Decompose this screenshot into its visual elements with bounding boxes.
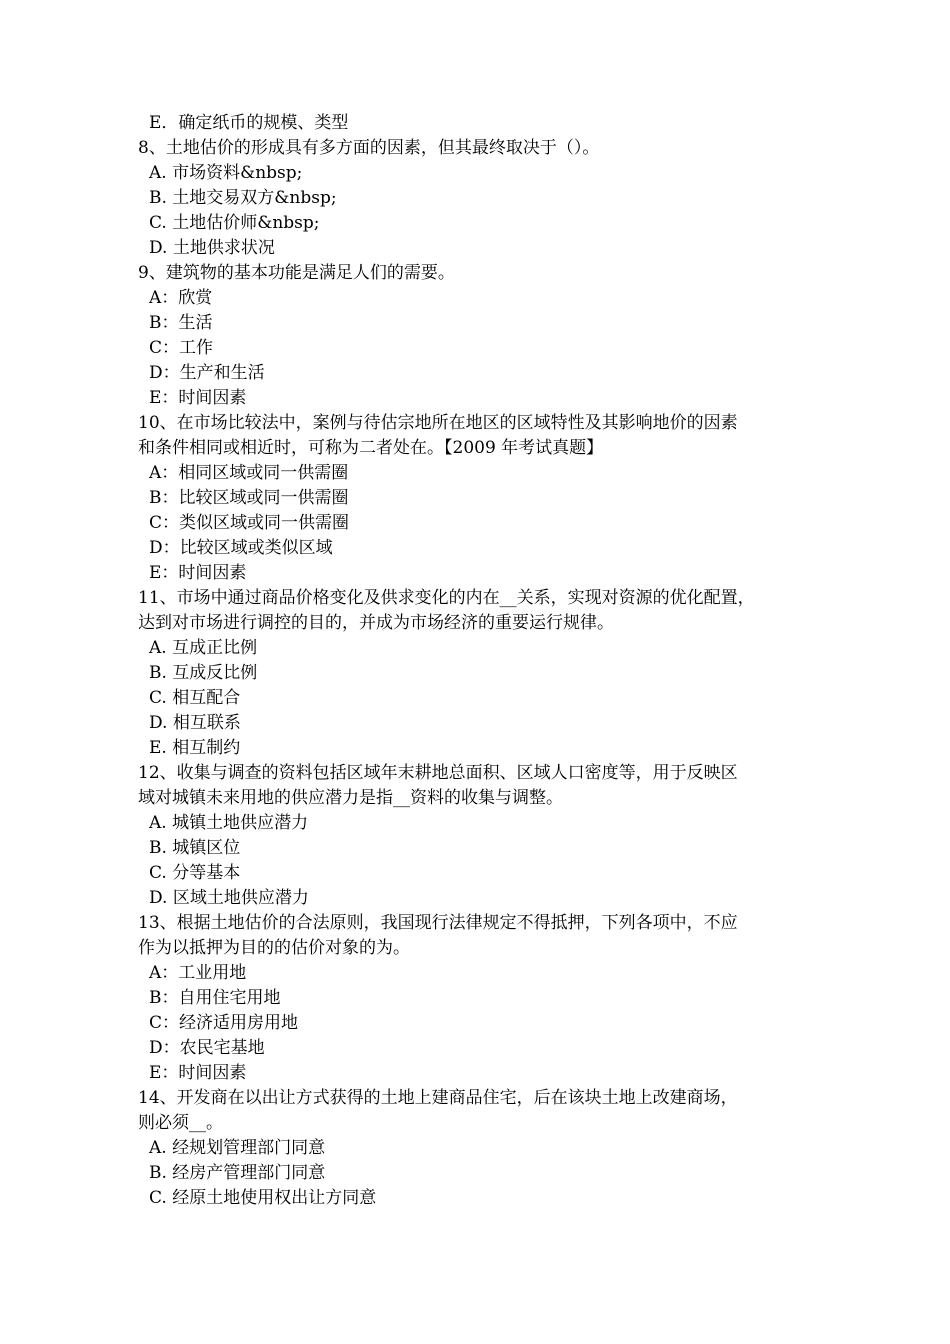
answer-option: D. 相互联系 [149,713,241,733]
document-body [138,111,822,1211]
answer-option: A. 经规划管理部门同意 [149,1138,326,1158]
answer-option: C：类似区域或同一供需圈 [149,513,350,533]
answer-option: B：生活 [149,313,213,333]
question-text-line: 域对城镇未来用地的供应潜力是指__资料的收集与调整。 [138,788,563,808]
answer-option: E：时间因素 [149,1063,247,1083]
question-text-line: 10、在市场比较法中，案例与待估宗地所在地区的区域特性及其影响地价的因素 [138,413,738,433]
answer-option: C. 经原土地使用权出让方同意 [149,1188,377,1208]
answer-option: A. 市场资料&nbsp; [149,163,303,183]
question-text-line: 14、开发商在以出让方式获得的土地上建商品住宅，后在该块土地上改建商场， [138,1088,738,1108]
answer-option: E：时间因素 [149,563,247,583]
question-text-line: 和条件相同或相近时，可称为二者处在。【2009 年考试真题】 [138,438,604,458]
question-text-line: 11、市场中通过商品价格变化及供求变化的内在__关系，实现对资源的优化配置， [138,588,755,608]
answer-option: D：生产和生活 [149,363,265,383]
answer-option: A：欣赏 [149,288,213,308]
answer-option: E. 相互制约 [149,738,241,758]
question-text-line: 则必须__。 [138,1113,223,1133]
question-text-line: 8、土地估价的形成具有多方面的因素，但其最终取决于（）。 [138,138,600,158]
answer-option: A：工业用地 [149,963,247,983]
answer-option: C：工作 [149,338,214,358]
answer-option: E：时间因素 [149,388,247,408]
answer-option: C. 土地估价师&nbsp; [149,213,320,233]
answer-option: B：比较区域或同一供需圈 [149,488,349,508]
question-text-line: 9、建筑物的基本功能是满足人们的需要。 [138,263,455,283]
answer-option: D：比较区域或类似区域 [149,538,333,558]
answer-option: A. 互成正比例 [149,638,258,658]
answer-option: C. 相互配合 [149,688,241,708]
answer-option: B. 土地交易双方&nbsp; [149,188,337,208]
answer-option: B. 城镇区位 [149,838,241,858]
answer-option: D. 区域土地供应潜力 [149,888,309,908]
answer-option: B：自用住宅用地 [149,988,281,1008]
answer-option: B. 经房产管理部门同意 [149,1163,326,1183]
answer-option: E．确定纸币的规模、类型 [149,113,349,133]
question-text-line: 13、根据土地估价的合法原则，我国现行法律规定不得抵押，下列各项中，不应 [138,913,738,933]
answer-option: B. 互成反比例 [149,663,258,683]
answer-option: A. 城镇土地供应潜力 [149,813,309,833]
answer-option: D. 土地供求状况 [149,238,275,258]
question-text-line: 12、收集与调查的资料包括区域年末耕地总面积、区域人口密度等，用于反映区 [138,763,738,783]
answer-option: C. 分等基本 [149,863,241,883]
answer-option: C：经济适用房用地 [149,1013,299,1033]
answer-option: A：相同区域或同一供需圈 [149,463,349,483]
question-text-line: 达到对市场进行调控的目的，并成为市场经济的重要运行规律。 [138,613,614,633]
question-text-line: 作为以抵押为目的的估价对象的为。 [138,938,410,958]
answer-option: D：农民宅基地 [149,1038,265,1058]
